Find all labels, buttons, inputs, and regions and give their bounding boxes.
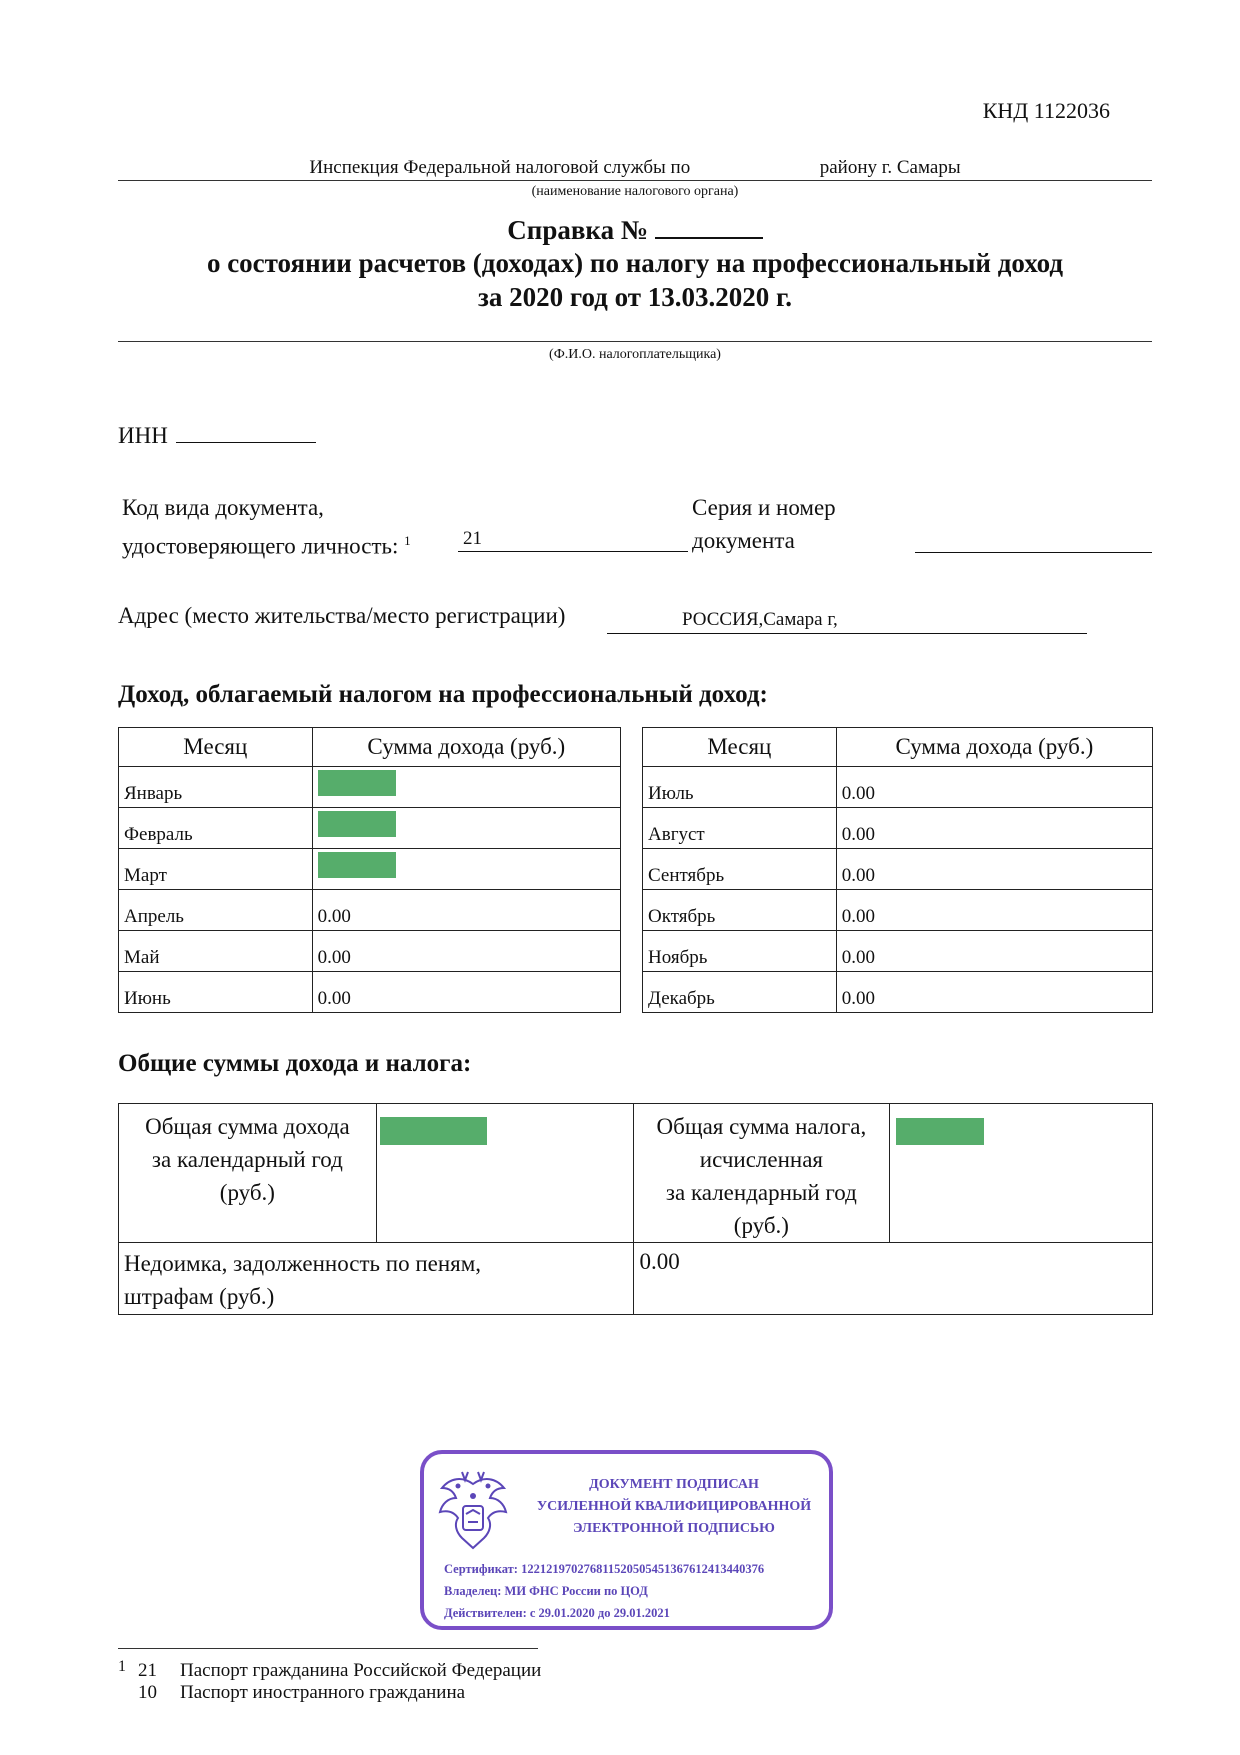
series-label	[692, 491, 836, 557]
series-label-line1: Серия и номер	[692, 495, 836, 520]
amount-cell: 0.00	[836, 890, 1152, 931]
address-label: Адрес (место жительства/место регистрации)	[118, 603, 566, 628]
tax-authority-name	[118, 157, 1152, 179]
month-cell: Апрель	[119, 890, 313, 931]
stamp-owner: Владелец: МИ ФНС России по ЦОД	[444, 1584, 648, 1598]
stamp-validity: Действителен: с 29.01.2020 до 29.01.2021	[444, 1606, 670, 1620]
stamp-details	[444, 1558, 764, 1624]
e-signature-stamp	[420, 1450, 833, 1630]
income-table-right	[642, 727, 1153, 1013]
totals-section-title: Общие суммы дохода и налога:	[118, 1050, 472, 1077]
amount-cell: 0.00	[836, 808, 1152, 849]
amount-cell: 0.00	[836, 972, 1152, 1013]
doc-code-label	[122, 491, 411, 563]
table-row	[643, 767, 1153, 808]
doc-code-label-line1: Код вида документа,	[122, 495, 324, 520]
inn-field	[118, 420, 316, 449]
inn-label: ИНН	[118, 423, 168, 448]
table-row	[119, 972, 621, 1013]
tax-authority-prefix: Инспекция Федеральной налоговой службы по	[309, 157, 691, 178]
address-value: РОССИЯ,Самара г,	[682, 609, 838, 630]
amount-cell: 0.00	[312, 890, 620, 931]
month-cell: Июнь	[119, 972, 313, 1013]
month-cell: Январь	[119, 767, 313, 808]
column-header-amount: Сумма дохода (руб.)	[312, 728, 620, 767]
coat-of-arms-icon	[432, 1466, 514, 1556]
income-section-title: Доход, облагаемый налогом на профессиональный доход:	[118, 681, 768, 708]
authority-underline	[118, 180, 1152, 181]
certificate-period: за 2020 год от 13.03.2020 г.	[478, 282, 792, 312]
amount-cell	[312, 849, 620, 890]
column-header-month: Месяц	[643, 728, 837, 767]
footnote-marker: 1	[118, 1658, 126, 1675]
table-row	[643, 808, 1153, 849]
redacted-amount	[318, 770, 396, 796]
authority-caption: (наименование налогового органа)	[531, 184, 739, 199]
column-header-amount: Сумма дохода (руб.)	[836, 728, 1152, 767]
month-cell: Октябрь	[643, 890, 837, 931]
certificate-number-blank	[655, 217, 763, 239]
stamp-line-1: ДОКУМЕНТ ПОДПИСАН	[589, 1477, 759, 1492]
income-table-left	[118, 727, 621, 1013]
table-row	[643, 890, 1153, 931]
certificate-subtitle: о состоянии расчетов (доходах) по налогу на профессиональный доход	[206, 248, 1064, 278]
month-cell: Сентябрь	[643, 849, 837, 890]
fio-caption: (Ф.И.О. налогоплательщика)	[549, 347, 721, 362]
series-underline	[915, 530, 1152, 553]
month-cell: Август	[643, 808, 837, 849]
address-underline	[607, 610, 1087, 634]
knd-code: КНД 1122036	[982, 98, 1110, 123]
stamp-line-3: ЭЛЕКТРОННОЙ ПОДПИСЬЮ	[573, 1521, 775, 1536]
table-row	[119, 931, 621, 972]
arrears-value: 0.00	[633, 1243, 1153, 1315]
amount-cell: 0.00	[836, 767, 1152, 808]
totals-table	[118, 1103, 1153, 1315]
month-cell: Июль	[643, 767, 837, 808]
month-cell: Декабрь	[643, 972, 837, 1013]
table-row	[643, 931, 1153, 972]
total-income-label: Общая сумма дохода за календарный год (руб.)	[119, 1104, 377, 1243]
month-cell: Ноябрь	[643, 931, 837, 972]
table-row	[119, 890, 621, 931]
redacted-total-tax	[896, 1118, 984, 1145]
footnotes	[118, 1660, 541, 1704]
table-row	[119, 849, 621, 890]
amount-cell	[312, 767, 620, 808]
month-cell: Март	[119, 849, 313, 890]
certificate-title	[118, 213, 1152, 247]
table-row	[643, 849, 1153, 890]
stamp-line-2: УСИЛЕННОЙ КВАЛИФИЦИРОВАННОЙ	[536, 1499, 812, 1514]
amount-cell: 0.00	[312, 931, 620, 972]
arrears-label: Недоимка, задолженность по пеням, штрафам (руб.)	[119, 1243, 634, 1315]
table-row	[643, 972, 1153, 1013]
inn-blank	[176, 420, 316, 443]
amount-cell: 0.00	[836, 849, 1152, 890]
amount-cell: 0.00	[836, 931, 1152, 972]
table-row	[119, 767, 621, 808]
certificate-title-label: Справка №	[507, 215, 648, 245]
redacted-amount	[318, 811, 396, 837]
series-label-line2: документа	[692, 528, 795, 553]
table-row	[119, 808, 621, 849]
amount-cell: 0.00	[312, 972, 620, 1013]
footnote-item: 21 Паспорт гражданина Российской Федерации	[138, 1660, 542, 1681]
redacted-amount	[318, 852, 396, 878]
amount-cell	[312, 808, 620, 849]
redacted-total-income	[380, 1117, 487, 1145]
footnote-separator	[118, 1648, 538, 1649]
total-tax-value	[890, 1104, 1153, 1243]
month-cell: Май	[119, 931, 313, 972]
stamp-header	[524, 1474, 824, 1540]
column-header-month: Месяц	[119, 728, 313, 767]
footnote-item: 10 Паспорт иностранного гражданина	[138, 1682, 466, 1703]
tax-authority-suffix: району г. Самары	[819, 157, 961, 178]
doc-code-footnote-ref: 1	[404, 533, 411, 548]
doc-code-underline	[458, 528, 688, 552]
total-tax-label: Общая сумма налога, исчисленная за календарный год (руб.)	[633, 1104, 890, 1243]
fio-underline	[118, 341, 1152, 342]
doc-code-label-line2: удостоверяющего личность: $^1$	[122, 533, 411, 559]
doc-code-value: 21	[463, 528, 482, 549]
total-income-value	[376, 1104, 633, 1243]
month-cell: Февраль	[119, 808, 313, 849]
stamp-certificate: Сертификат: 12212197027681152050545136761241344037​6	[444, 1562, 765, 1576]
